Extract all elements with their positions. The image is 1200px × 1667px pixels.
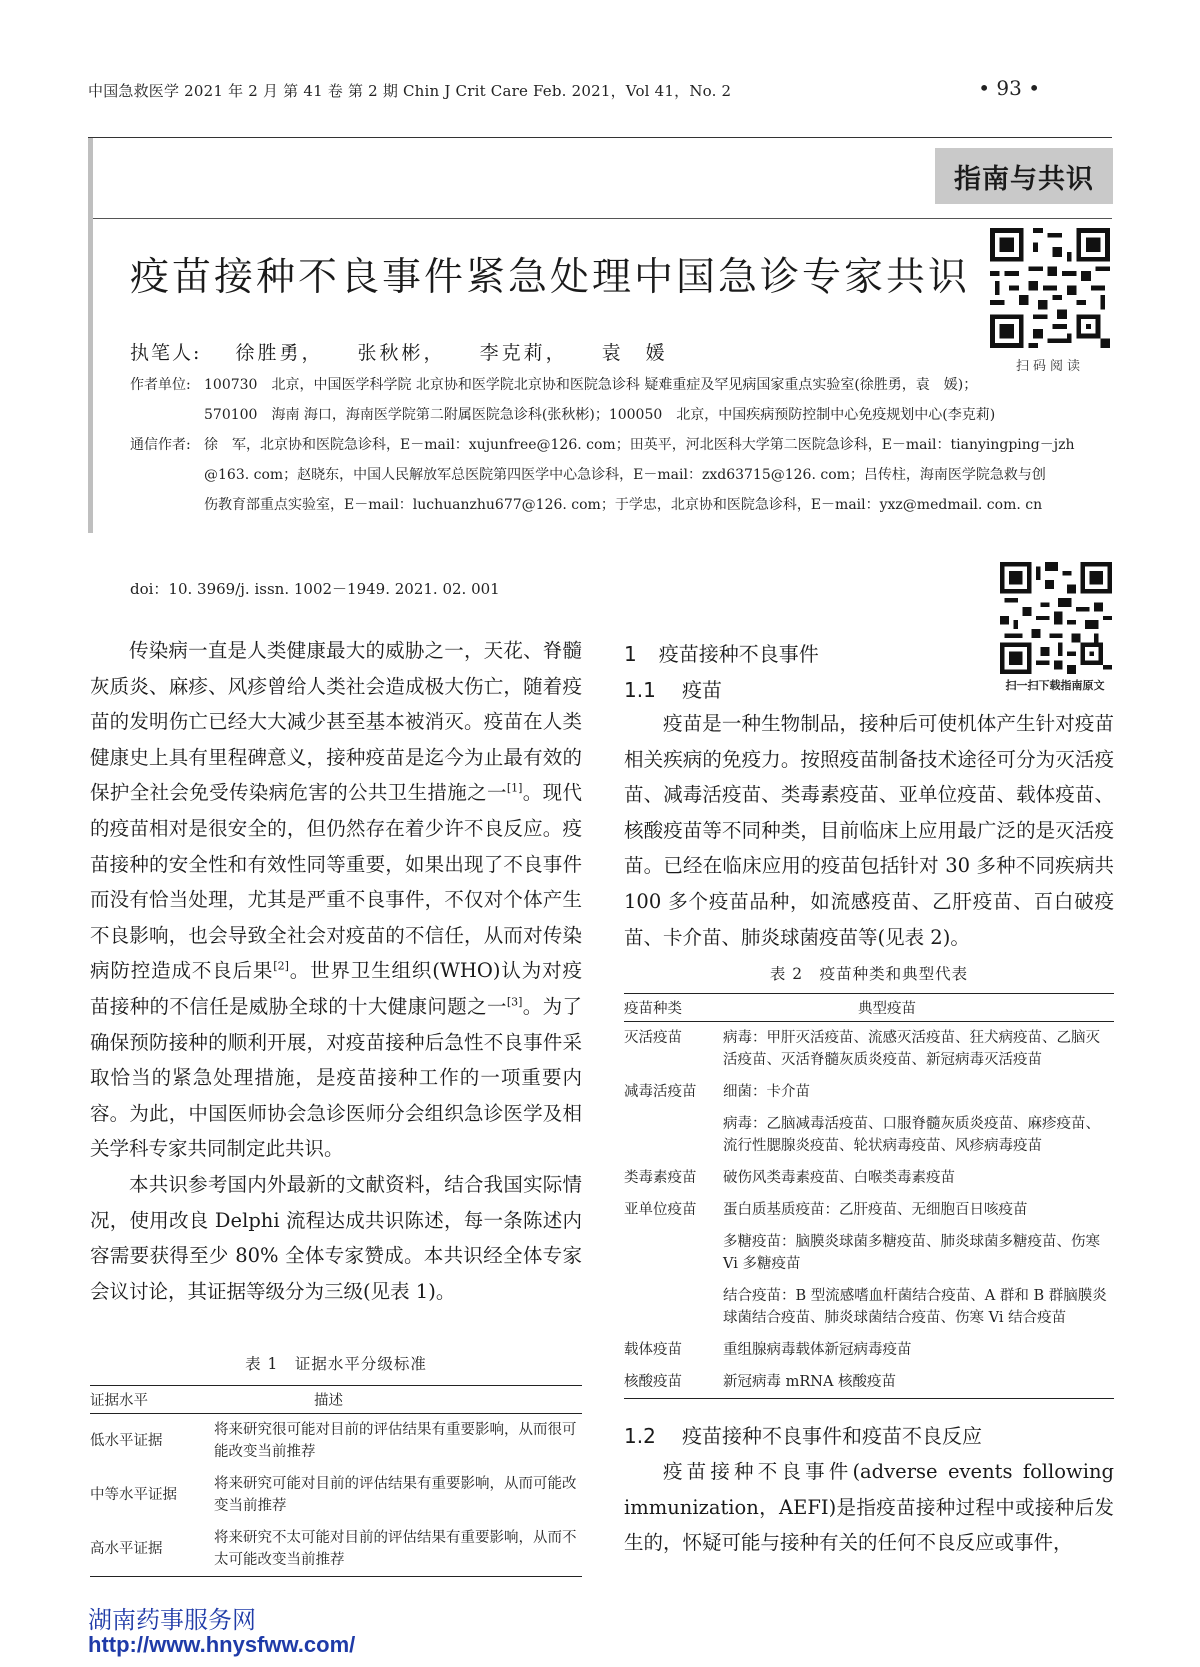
article-title: 疫苗接种不良事件紧急处理中国急诊专家共识 <box>130 255 971 300</box>
body-paragraph: 疫苗是一种生物制品，接种后可使机体产生针对疫苗相关疾病的免疫力。按照疫苗制备技术途径可分为灭活疫苗、减毒活疫苗、类毒素疫苗、亚单位疫苗、载体疫苗、核酸疫苗等不同种类，目前临床上应用最广泛的是灭活疫苗。已经在临床应用的疫苗包括针对 30 多种不同疾病共 100 多个疫苗品种，如流感疫苗、乙肝疫苗、百白破疫苗、卡介苗、肺炎球菌疫苗等(见表 2)。 <box>624 712 1114 949</box>
subsection-heading: 1.2 疫苗接种不良事件和疫苗不良反应 <box>624 1424 982 1448</box>
body-paragraph: 本共识参考国内外最新的文献资料，结合我国实际情况，使用改良 Delphi 流程达成共识陈述，每一条陈述内容需要获得至少 80% 全体专家赞成。本共识经全体专家会议讨论，其证据等级分为三级(见表 1)。 <box>90 1172 582 1303</box>
author-name: 袁 媛 <box>601 342 668 364</box>
section-tag: 指南与共识 <box>935 148 1113 204</box>
table1-header: 证据水平 <box>90 1386 214 1414</box>
table-row: 灭活疫苗 病毒：甲肝灭活疫苗、流感灭活疫苗、狂犬病疫苗、乙脑灭活疫苗、灭活脊髓灰质炎疫苗、新冠病毒灭活疫苗 <box>624 1030 1100 1068</box>
table1 <box>90 1385 582 1577</box>
correspondence-text: 徐 军，北京协和医院急诊科，E－mail：xujunfree@126. com；田英平，河北医科大学第二医院急诊科，E－mail：tianyingping－jzh <box>204 437 1075 453</box>
table-row: 核酸疫苗 新冠病毒 mRNA 核酸疫苗 <box>624 1366 1114 1399</box>
correspondence-line <box>130 430 1074 460</box>
body-paragraph: 传染病一直是人类健康最大的威胁之一，天花、脊髓灰质炎、麻疹、风疹曾给人类社会造成极大伤亡，随着疫苗的发明伤亡已经大大减少甚至基本被消灭。疫苗在人类健康史上具有里程碑意义，接种疫苗是迄今为止最有效的保护全社会免受传染病危害的公共卫生措施之一[1]。现代的疫苗相对是很安全的，但仍然存在着少许不良反应。疫苗接种的安全性和有效性同等重要，如果出现了不良事件而没有恰当处理，尤其是严重不良事件，不仅对个体产生不良影响，也会导致全社会对疫苗的不信任，从而对传染病防控造成不良后果[2]。世界卫生组织(WHO)认为对疫苗接种的不信任是威胁全球的十大健康问题之一[3]。为了确保预防接种的顺利开展，对疫苗接种后急性不良事件采取恰当的紧急处理措施，是疫苗接种工作的一项重要内容。为此，中国医师协会急诊医师分会组织急诊医学及相关学科专家共同制定此共识。 <box>90 639 582 1161</box>
affiliation-text: 570100 海南 海口，海南医学院第二附属医院急诊科(张秋彬)；100050 北京，中国疾病预防控制中心免疫规划中心(李克莉) <box>204 407 996 423</box>
affiliation-line <box>130 400 995 430</box>
table-row: 载体疫苗 重组腺病毒载体新冠病毒疫苗 <box>624 1342 912 1358</box>
subsection-heading: 1.1 疫苗 <box>624 678 722 702</box>
table-row: 病毒：乙脑减毒活疫苗、口服脊髓灰质炎疫苗、麻疹疫苗、流行性腮腺炎疫苗、轮状病毒疫苗、风疹病毒疫苗 <box>723 1116 1100 1154</box>
table-row: 减毒活疫苗 细菌：卡介苗 <box>624 1084 810 1100</box>
qr-caption-download: 扫一扫下载指南原文 <box>1005 679 1105 692</box>
doi: doi：10. 3969/j. issn. 1002－1949. 2021. 02. 001 <box>130 580 500 598</box>
authors <box>130 338 668 365</box>
table2-caption: 表 2 疫苗种类和典型代表 <box>769 965 969 983</box>
page-number: • 93 • <box>978 76 1040 100</box>
table2 <box>624 993 1114 1399</box>
author-name: 张秋彬， <box>357 342 446 364</box>
table-row: 中等水平证据 将来研究可能对目前的评估结果有重要影响，从而可能改变当前推荐 <box>90 1476 577 1514</box>
watermark-url[interactable]: http://www.hnysfww.com/ <box>88 1632 356 1657</box>
title-rule <box>93 218 1112 219</box>
citation[interactable]: [3] <box>506 995 523 1009</box>
correspondence-text: 伤教育部重点实验室，E－mail：luchuanzhu677@126. com；于学忠，北京协和医院急诊科，E－mail：yxz@medmail. com. cn <box>204 497 1043 513</box>
watermark-name: 湖南药事服务网 <box>88 1606 256 1634</box>
qr-code-read[interactable] <box>990 228 1110 348</box>
right-column-para <box>624 1454 1114 1561</box>
body-paragraph: 疫苗接种不良事件(adverse events following immunization，AEFI)是指疫苗接种过程中或接种后发生的，怀疑可能与接种有关的任何不良反应或事件， <box>624 1460 1114 1555</box>
table-row: 结合疫苗：B 型流感嗜血杆菌结合疫苗、A 群和 B 群脑膜炎球菌结合疫苗、肺炎球菌结合疫苗、伤寒 Vi 结合疫苗 <box>723 1288 1107 1326</box>
section-heading: 1 疫苗接种不良事件 <box>624 642 819 666</box>
affiliation-line <box>130 370 977 400</box>
authors-label: 执笔人: <box>130 342 202 364</box>
header-rule <box>88 137 1112 138</box>
author-name: 徐胜勇， <box>235 342 324 364</box>
right-column-para <box>624 706 1114 955</box>
table1-header: 描述 <box>214 1386 582 1414</box>
running-header: 中国急救医学 2021 年 2 月 第 41 卷 第 2 期 Chin J Crit Care Feb. 2021，Vol 41，No. 2 <box>88 82 732 100</box>
table-row: 亚单位疫苗 蛋白质基质疫苗：乙肝疫苗、无细胞百日咳疫苗 <box>624 1202 1028 1218</box>
correspondence-line <box>130 490 1042 520</box>
citation[interactable]: [2] <box>273 959 289 973</box>
correspondence-text: @163. com；赵晓东，中国人民解放军总医院第四医学中心急诊科，E－mail：zxd63715@126. com；吕传柱，海南医学院急救与创 <box>204 467 1046 483</box>
table-row: 多糖疫苗：脑膜炎球菌多糖疫苗、肺炎球菌多糖疫苗、伤寒 Vi 多糖疫苗 <box>723 1234 1100 1272</box>
table-row: 低水平证据 将来研究很可能对目前的评估结果有重要影响，从而很可能改变当前推荐 <box>90 1422 577 1460</box>
qr-caption-read: 扫码阅读 <box>1015 359 1084 374</box>
table2-header: 典型疫苗 <box>723 994 1114 1022</box>
affiliation-text: 100730 北京，中国医学科学院 北京协和医学院北京协和医院急诊科 疑难重症及罕见病国家重点实验室(徐胜勇，袁 媛)； <box>204 377 978 393</box>
qr-code-download[interactable] <box>1000 562 1112 674</box>
table1-caption: 表 1 证据水平分级标准 <box>245 1355 427 1373</box>
table-row: 高水平证据 将来研究不太可能对目前的评估结果有重要影响，从而不太可能改变当前推荐 <box>90 1522 582 1577</box>
side-bar <box>88 138 93 533</box>
author-name: 李克莉， <box>479 342 568 364</box>
citation[interactable]: [1] <box>506 781 523 795</box>
correspondence-line <box>130 460 1046 490</box>
correspondence-label: 通信作者: <box>130 437 191 453</box>
left-column <box>90 633 582 1309</box>
table2-header: 疫苗种类 <box>624 994 723 1022</box>
affiliation-label: 作者单位: <box>130 377 191 393</box>
table-row: 类毒素疫苗 破伤风类毒素疫苗、白喉类毒素疫苗 <box>624 1170 955 1186</box>
